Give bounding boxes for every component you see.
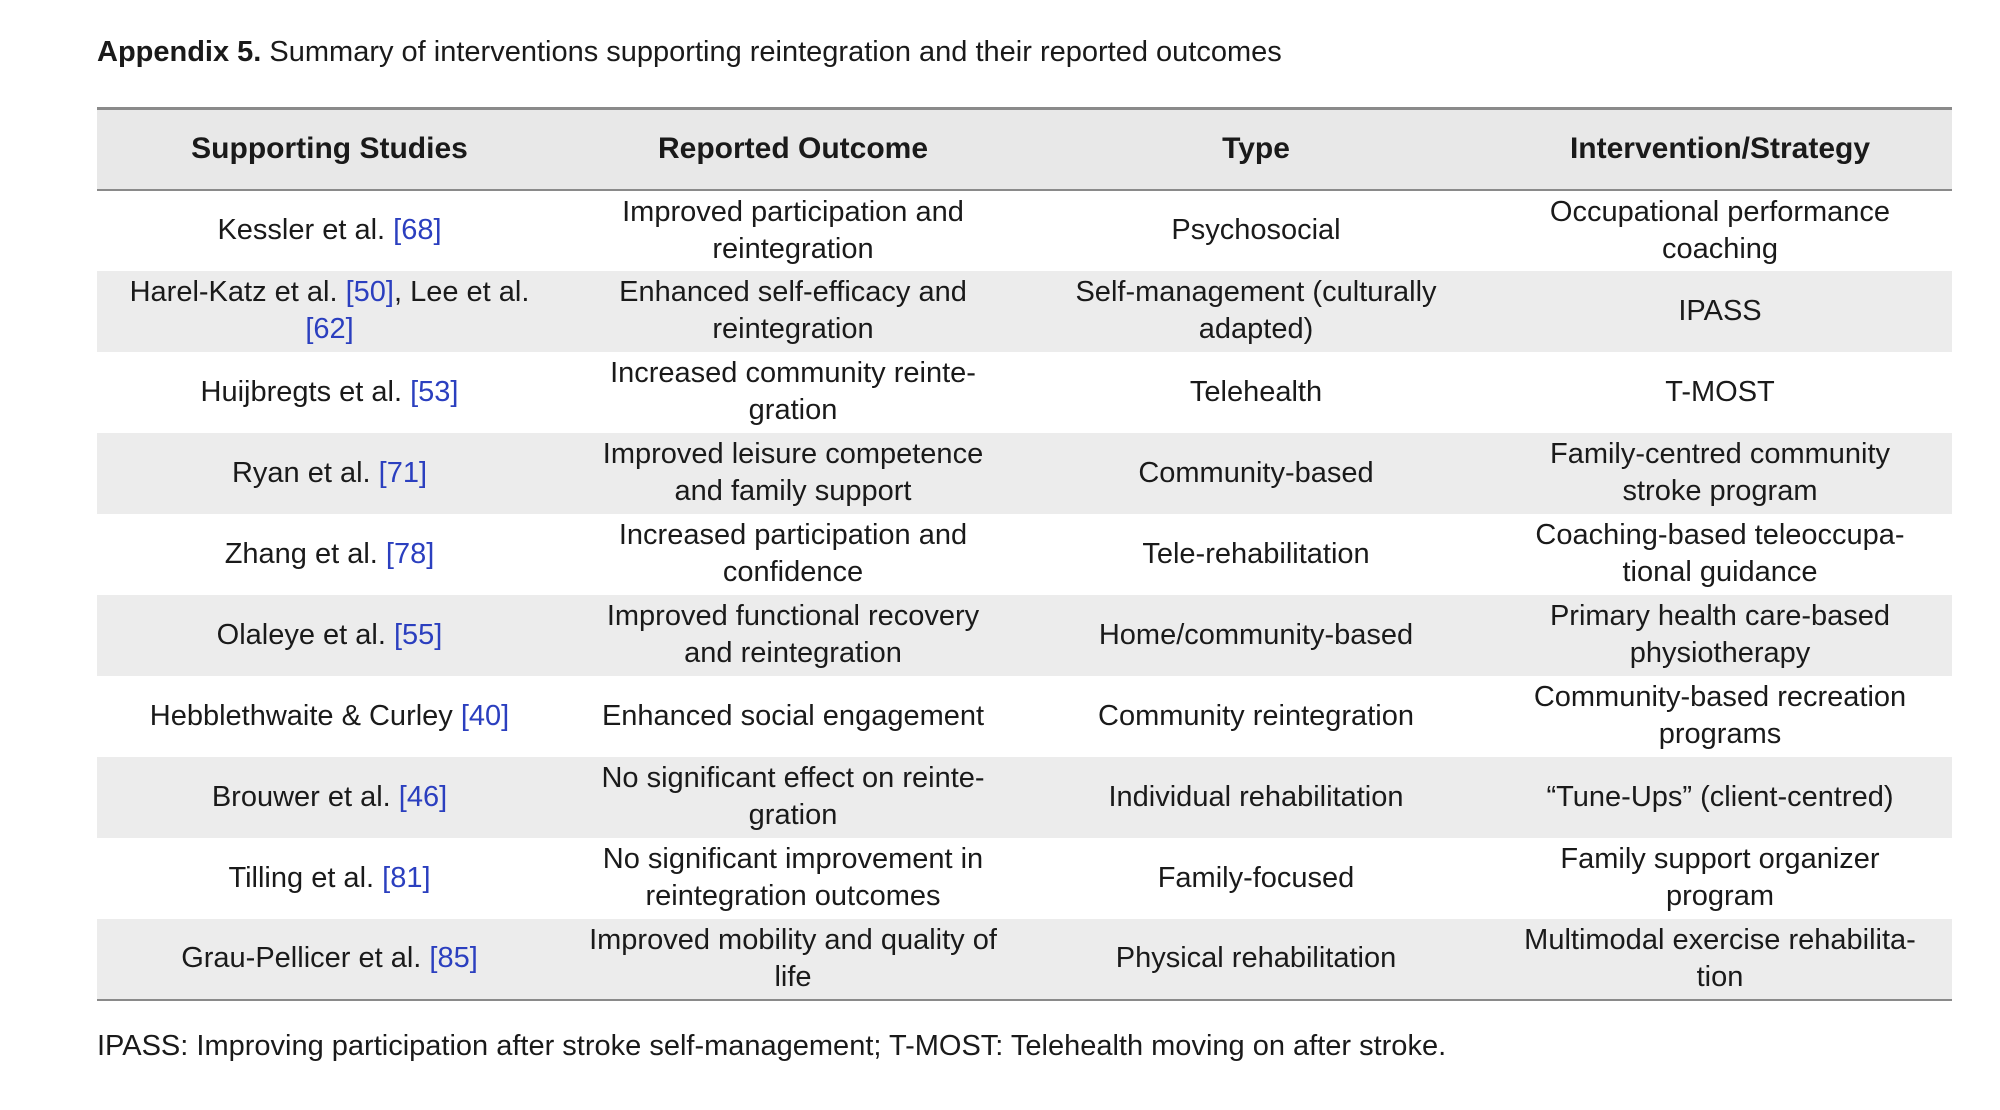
type-cell: Community-based (1138, 456, 1374, 489)
type-cell: Home/community-based (1098, 618, 1414, 651)
study-authors: Tilling et al. (228, 861, 375, 894)
outcome-cell: No significant effect on reinte-gration (601, 762, 985, 831)
outcome-cell: Increased community reinte-gration (610, 357, 976, 426)
study-authors: Huijbregts et al. (200, 375, 403, 408)
header-supporting-studies: Supporting Studies (97, 109, 562, 190)
study-authors: Harel-Katz et al. (129, 276, 338, 308)
intervention-cell: Occupational performance coaching (1549, 195, 1891, 265)
header-intervention-strategy: Intervention/Strategy (1488, 109, 1952, 190)
table-row (97, 352, 1952, 433)
reference-link[interactable]: [55] (393, 618, 443, 651)
study-cell (97, 676, 562, 757)
study-cell (97, 352, 562, 433)
outcome-cell: Enhanced social engagement (601, 699, 985, 732)
study-authors: Grau-Pellicer et al. (181, 942, 422, 974)
study-authors: Zhang et al. (224, 537, 378, 570)
header-type: Type (1024, 109, 1488, 190)
study-cell (97, 433, 562, 514)
table-row (97, 757, 1952, 838)
reference-link[interactable]: [50] (345, 276, 394, 308)
type-cell: Individual rehabilitation (1108, 780, 1404, 813)
outcome-cell: Improved functional recovery and reintegration (606, 600, 980, 669)
reference-link[interactable]: [62] (305, 313, 354, 345)
outcome-cell: Increased participation and confidence (618, 519, 968, 588)
study-cell (97, 595, 562, 676)
table-caption (97, 32, 1282, 72)
reference-link[interactable]: [40] (460, 699, 510, 732)
reference-link[interactable]: [46] (398, 780, 448, 813)
study-cell (97, 514, 562, 595)
caption-text: Summary of interventions supporting reintegration and their reported outcomes (269, 36, 1282, 68)
outcome-cell: Improved mobility and quality of life (562, 919, 1024, 1000)
table-row (97, 676, 1952, 757)
table-row (97, 190, 1952, 271)
outcome-cell: Improved leisure competence and family support (602, 438, 984, 507)
type-cell: Tele-rehabilitation (1142, 537, 1370, 570)
table-row (97, 838, 1952, 919)
table-row (97, 433, 1952, 514)
intervention-cell: Community-based recreation programs (1533, 681, 1907, 750)
intervention-cell: “Tune-Ups” (client-centred) (1546, 780, 1894, 813)
outcome-cell: Enhanced self-efficacy and reintegration (619, 276, 967, 345)
reference-link[interactable]: [81] (382, 861, 431, 894)
intervention-cell: Family-centred community stroke program (1549, 438, 1891, 507)
table-footnote: IPASS: Improving participation after stroke self-management; T-MOST: Telehealth moving on after stroke. (97, 1030, 1447, 1062)
study-cell (97, 190, 562, 271)
table-row (97, 271, 1952, 352)
study-cell (97, 271, 562, 352)
interventions-table (97, 107, 1952, 1001)
study-cell (97, 919, 562, 1000)
reference-link[interactable]: [68] (393, 214, 442, 246)
intervention-cell: Coaching-based teleoccupa-tional guidance (1535, 519, 1905, 588)
table-row (97, 919, 1952, 1000)
header-reported-outcome: Reported Outcome (562, 109, 1024, 190)
study-cell (97, 838, 562, 919)
type-cell: Telehealth (1189, 375, 1323, 408)
type-cell: Self-management (culturally adapted) (1075, 276, 1437, 345)
study-authors-second: , Lee et al. (393, 276, 530, 308)
intervention-cell: IPASS (1678, 294, 1762, 327)
table-header-row (97, 109, 1952, 190)
reference-link[interactable]: [78] (385, 537, 435, 570)
intervention-cell: T-MOST (1665, 375, 1775, 408)
intervention-cell: Multimodal exercise rehabilita-tion (1488, 919, 1952, 1000)
reference-link[interactable]: [71] (378, 456, 428, 489)
reference-link[interactable]: [53] (410, 375, 459, 408)
study-authors: Ryan et al. (231, 456, 371, 489)
table-row (97, 514, 1952, 595)
study-authors: Olaleye et al. (216, 618, 386, 651)
study-cell (97, 757, 562, 838)
table-row (97, 595, 1952, 676)
outcome-cell: Improved participation and reintegration (622, 195, 964, 265)
outcome-cell: No significant improvement in reintegration outcomes (602, 843, 984, 912)
intervention-cell: Family support organizer program (1560, 843, 1880, 912)
intervention-cell: Primary health care-based physiotherapy (1549, 600, 1891, 669)
study-authors: Hebblethwaite & Curley (149, 699, 453, 732)
type-cell: Psychosocial (1171, 214, 1341, 246)
type-cell: Family-focused (1157, 861, 1355, 894)
reference-link[interactable]: [85] (429, 942, 478, 974)
caption-label: Appendix 5. (97, 36, 262, 68)
type-cell: Community reintegration (1098, 699, 1414, 732)
study-authors: Brouwer et al. (211, 780, 391, 813)
type-cell: Physical rehabilitation (1024, 919, 1488, 1000)
study-authors: Kessler et al. (217, 214, 386, 246)
